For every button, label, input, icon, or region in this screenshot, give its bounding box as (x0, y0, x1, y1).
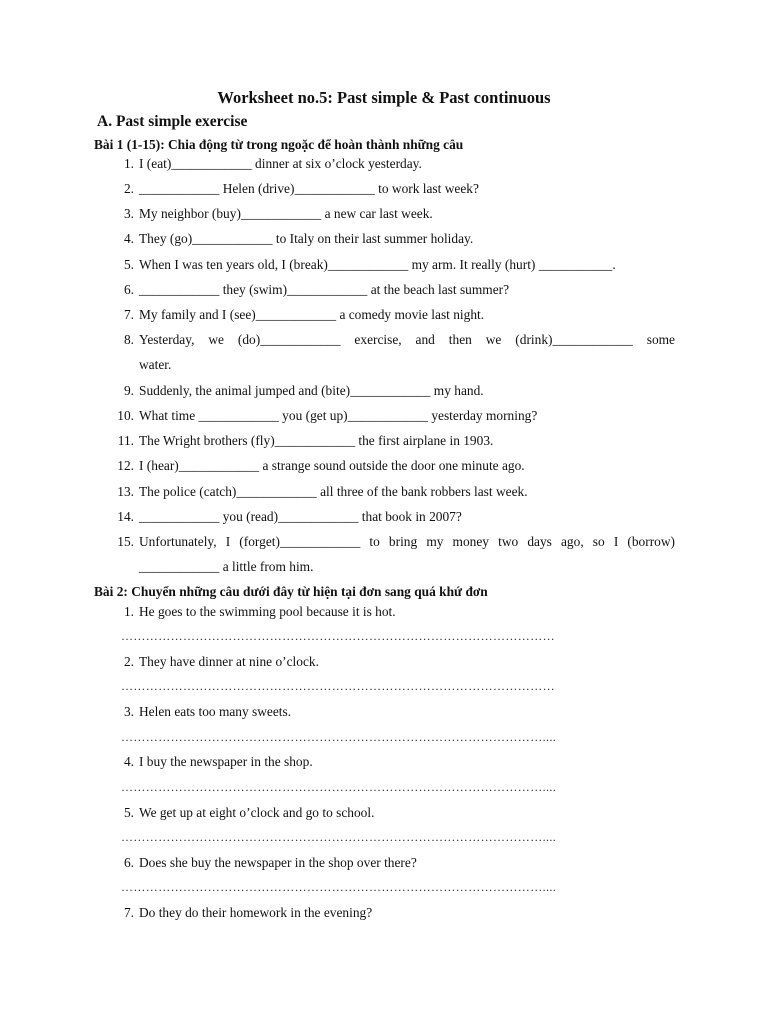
item-text-continuation: ____________ a little from him. (139, 559, 314, 574)
item-number: 1. (123, 156, 134, 171)
item-number: 2. (123, 654, 134, 669)
item-number: 7. (123, 307, 134, 322)
answer-line[interactable]: …………………………………………………………………………………………… (121, 629, 555, 643)
item-text: We get up at eight o’clock and go to school. (139, 805, 375, 820)
item-number: 12. (117, 458, 134, 473)
item-text: I (eat)____________ dinner at six o’clock yesterday. (139, 156, 422, 171)
item-number: 13. (117, 484, 134, 499)
item-number: 15. (117, 534, 134, 549)
item-text: Yesterday, we (do)____________ exercise, and then we (drink)____________ some (139, 332, 675, 347)
item-number: 5. (123, 257, 134, 272)
item-text: The Wright brothers (fly)____________ the first airplane in 1903. (139, 433, 494, 448)
section-a-heading: A. Past simple exercise (97, 113, 248, 130)
item-text: ____________ they (swim)____________ at the beach last summer? (139, 282, 510, 297)
item-number: 6. (123, 855, 134, 870)
item-text: Helen eats too many sweets. (139, 704, 292, 719)
item-text-continuation: water. (139, 357, 172, 372)
item-number: 2. (123, 181, 134, 196)
page-title: Worksheet no.5: Past simple & Past continuous (217, 88, 551, 107)
answer-line[interactable]: ………………………………………………………………………………………….... (121, 830, 557, 844)
item-text: ____________ Helen (drive)____________ to work last week? (139, 181, 479, 196)
item-text: They have dinner at nine o’clock. (139, 654, 319, 669)
answer-line[interactable]: ………………………………………………………………………………………….... (121, 730, 557, 744)
item-text: My neighbor (buy)____________ a new car last week. (139, 206, 433, 221)
answer-line[interactable]: ………………………………………………………………………………………….... (121, 880, 557, 894)
item-number: 9. (123, 383, 134, 398)
item-text: ____________ you (read)____________ that book in 2007? (139, 509, 462, 524)
item-number: 14. (117, 509, 134, 524)
item-text: What time ____________ you (get up)____________ yesterday morning? (139, 408, 538, 423)
item-number: 10. (117, 408, 134, 423)
item-text: Do they do their homework in the evening? (139, 905, 373, 920)
item-text: They (go)____________ to Italy on their last summer holiday. (139, 231, 474, 246)
item-number: 4. (123, 754, 134, 769)
item-number: 7. (123, 905, 134, 920)
item-text: When I was ten years old, I (break)____________ my arm. It really (hurt) ___________. (139, 257, 616, 272)
answer-line[interactable]: …………………………………………………………………………………………… (121, 679, 555, 693)
item-text: Does she buy the newspaper in the shop over there? (139, 855, 417, 870)
item-number: 6. (123, 282, 134, 297)
item-number: 8. (123, 332, 134, 347)
item-text: I (hear)____________ a strange sound outside the door one minute ago. (139, 458, 525, 473)
item-text: I buy the newspaper in the shop. (139, 754, 313, 769)
item-text: The police (catch)____________ all three of the bank robbers last week. (139, 484, 528, 499)
item-number: 5. (123, 805, 134, 820)
answer-line[interactable]: ………………………………………………………………………………………….... (121, 780, 557, 794)
bai2-heading: Bài 2: Chuyển những câu dưới đây từ hiện tại đơn sang quá khứ đơn (94, 584, 488, 599)
item-number: 11. (117, 433, 134, 448)
item-number: 3. (123, 206, 134, 221)
item-text: He goes to the swimming pool because it is hot. (139, 604, 396, 619)
item-number: 3. (123, 704, 134, 719)
item-text: My family and I (see)____________ a comedy movie last night. (139, 307, 485, 322)
item-text: Suddenly, the animal jumped and (bite)____________ my hand. (139, 383, 484, 398)
item-number: 1. (123, 604, 134, 619)
bai1-heading: Bài 1 (1-15): Chia động từ trong ngoặc để hoàn thành những câu (94, 137, 464, 152)
item-text: Unfortunately, I (forget)____________ to bring my money two days ago, so I (borrow) (139, 534, 675, 549)
item-number: 4. (123, 231, 134, 246)
